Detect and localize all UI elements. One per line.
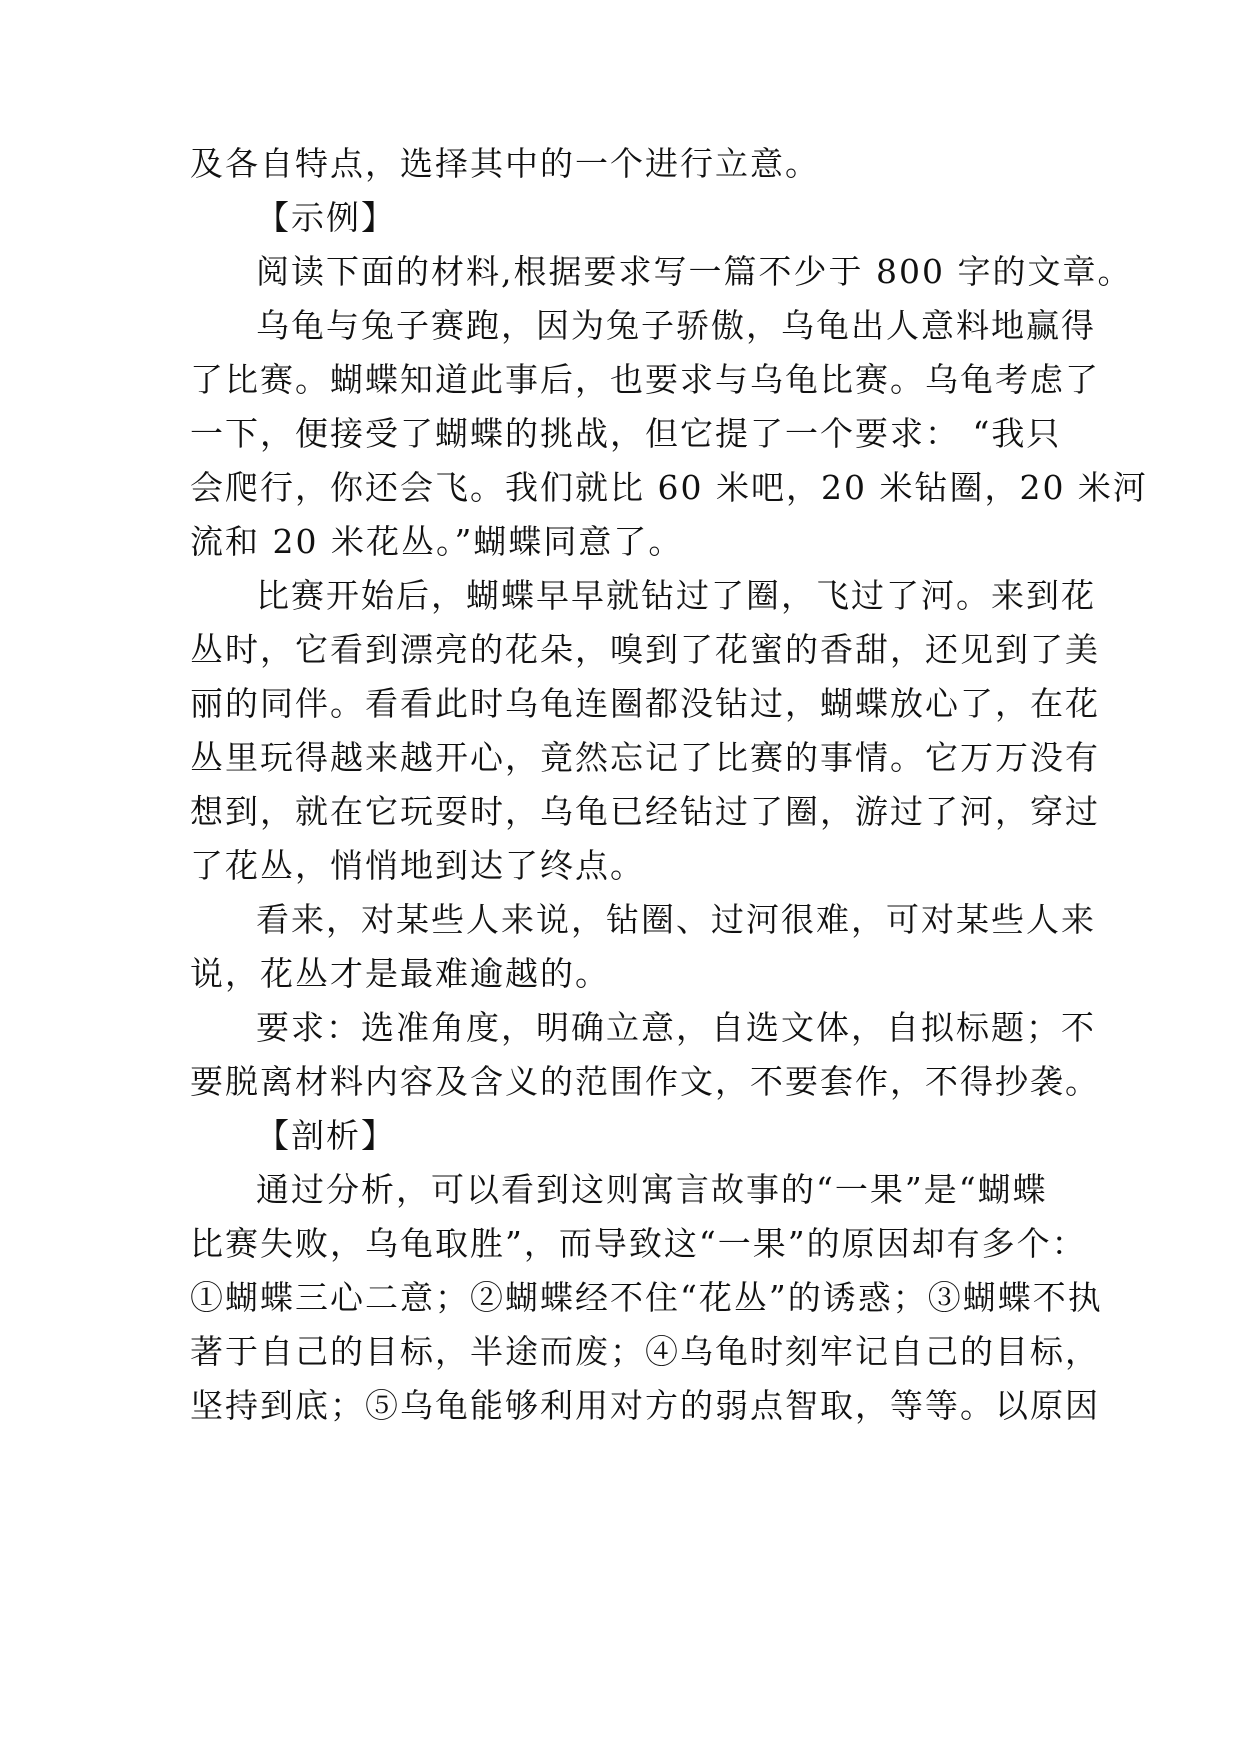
paragraph-line: 一下，便接受了蝴蝶的挑战，但它提了一个要求： “我只 <box>190 414 1062 453</box>
paragraph-line: 看来，对某些人来说，钻圈、过河很难，可对某些人来 <box>256 900 1096 939</box>
paragraph-line: 想到，就在它玩耍时，乌龟已经钻过了圈，游过了河，穿过 <box>190 792 1100 831</box>
paragraph-line: 会爬行，你还会飞。我们就比 60 米吧，20 米钻圈，20 米河 <box>190 468 1148 507</box>
paragraph-line: 通过分析，可以看到这则寓言故事的“一果”是“蝴蝶 <box>256 1170 1048 1209</box>
paragraph-line: 说，花丛才是最难逾越的。 <box>190 954 610 993</box>
paragraph-line: ①蝴蝶三心二意；②蝴蝶经不住“花丛”的诱惑；③蝴蝶不执 <box>190 1278 1103 1317</box>
paragraph-line: 比赛开始后，蝴蝶早早就钻过了圈，飞过了河。来到花 <box>256 576 1096 615</box>
section-heading-example: 【示例】 <box>256 198 396 237</box>
paragraph-line: 丽的同伴。看看此时乌龟连圈都没钻过，蝴蝶放心了，在花 <box>190 684 1100 723</box>
paragraph-line: 阅读下面的材料,根据要求写一篇不少于 800 字的文章。 <box>256 252 1133 291</box>
paragraph-line: 著于自己的目标，半途而废；④乌龟时刻牢记自己的目标， <box>190 1332 1100 1371</box>
paragraph-line: 乌龟与兔子赛跑，因为兔子骄傲，乌龟出人意料地赢得 <box>256 306 1096 345</box>
paragraph-line: 坚持到底；⑤乌龟能够利用对方的弱点智取，等等。以原因 <box>190 1386 1100 1425</box>
paragraph-line: 流和 20 米花丛。”蝴蝶同意了。 <box>190 522 684 561</box>
paragraph-line: 比赛失败，乌龟取胜”，而导致这“一果”的原因却有多个： <box>190 1224 1087 1263</box>
paragraph-line: 了花丛，悄悄地到达了终点。 <box>190 846 645 885</box>
paragraph-line: 及各自特点，选择其中的一个进行立意。 <box>190 144 820 183</box>
paragraph-line: 要脱离材料内容及含义的范围作文，不要套作，不得抄袭。 <box>190 1062 1100 1101</box>
paragraph-line: 丛里玩得越来越开心，竟然忘记了比赛的事情。它万万没有 <box>190 738 1100 777</box>
paragraph-line: 要求：选准角度，明确立意，自选文体，自拟标题；不 <box>256 1008 1096 1047</box>
paragraph-line: 了比赛。蝴蝶知道此事后，也要求与乌龟比赛。乌龟考虑了 <box>190 360 1100 399</box>
section-heading-analysis: 【剖析】 <box>256 1116 396 1155</box>
paragraph-line: 丛时，它看到漂亮的花朵，嗅到了花蜜的香甜，还见到了美 <box>190 630 1100 669</box>
